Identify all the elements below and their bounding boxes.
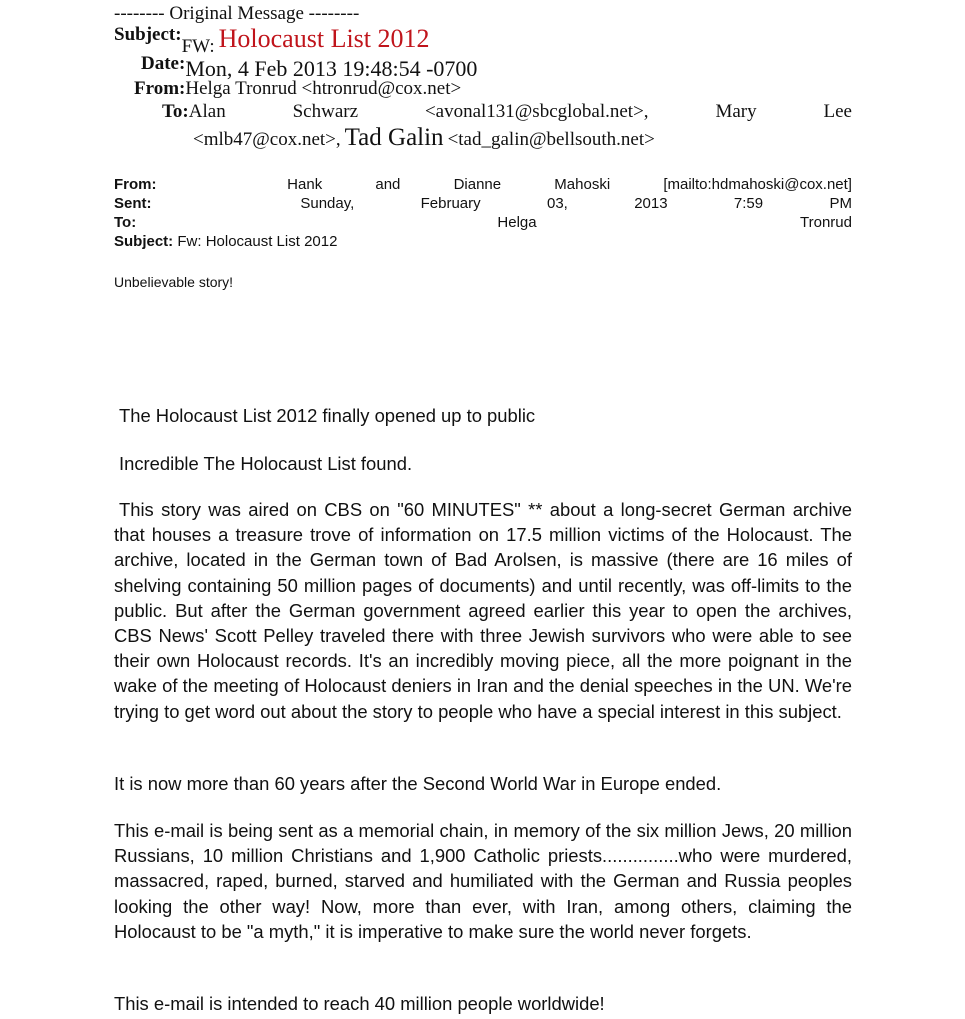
to-email-3: <tad_galin@bellsouth.net> (447, 129, 655, 150)
to-name-2b: Lee (823, 101, 852, 122)
from-label: From: (134, 78, 186, 99)
to-name-1a: Alan (188, 101, 226, 122)
fwd-from-word: Dianne (453, 176, 502, 193)
fwd-from-word: and (375, 176, 401, 193)
fwd-sent-label: Sent: (114, 195, 152, 212)
subject-prefix: FW: (181, 36, 215, 57)
fwd-subject-row (114, 233, 337, 250)
header-subject-row (114, 24, 430, 57)
to-name-3: Tad Galin (344, 124, 444, 151)
fwd-from-word: Hank (287, 176, 323, 193)
to-label: To: (162, 101, 189, 122)
header-date-row (141, 53, 477, 79)
fwd-from-email: [mailto:hdmahoski@cox.net] (663, 176, 852, 193)
fwd-sent-word: February (420, 195, 481, 212)
fwd-to-label: To: (114, 214, 137, 231)
fwd-to-row (114, 214, 852, 231)
fwd-sent-word: 03, (547, 195, 568, 212)
header-to-row (162, 101, 852, 123)
to-email-1: <avonal131@sbcglobal.net>, (424, 101, 649, 122)
body-paragraph-2: Incredible The Holocaust List found. (119, 453, 413, 474)
to-name-2a: Mary (715, 101, 757, 122)
header-from-row (134, 78, 461, 100)
fwd-from-word: Mahoski (554, 176, 611, 193)
original-message-separator: -------- Original Message -------- (114, 3, 360, 24)
subject-title: Holocaust List 2012 (218, 24, 430, 53)
fwd-subject-label: Subject: (114, 233, 174, 250)
subject-label: Subject: (114, 24, 182, 45)
fwd-subject-value: Fw: Holocaust List 2012 (177, 233, 338, 250)
body-paragraph-1: The Holocaust List 2012 finally opened up to public (119, 405, 536, 426)
date-label: Date: (141, 53, 186, 74)
fwd-from-label: From: (114, 176, 157, 193)
body-paragraph-3: This story was aired on CBS on "60 MINUTES" ** about a long-secret German archive that houses a treasure trove of information on 17.5 million victims of the Holocaust. The archive, located in the German town of Bad Arolsen, is massive (there are 16 miles of shelving containing 50 million pages of documents) and until recently, was off-limits to the public. But after the German government agreed earlier this year to open the archives, CBS News' Scott Pelley traveled there with three Jewish survivors who were able to see their own Holocaust records. It's an incredibly moving piece, all the more poignant in the wake of the meeting of Holocaust deniers in Iran and the denial speeches in the UN. We're trying to get word out about the story to people who have a special interest in this subject. (114, 499, 852, 722)
fwd-sent-word: 7:59 (733, 195, 764, 212)
to-name-1b: Schwarz (292, 101, 359, 122)
fwd-sent-row (114, 195, 852, 212)
body-paragraph-5: This e-mail is being sent as a memorial chain, in memory of the six million Jews, 20 million Russians, 10 million Christians and 1,900 Catholic priests...............who were murdered, massacred, raped, burned, starved and humiliated with the German and Russia peoples looking the other way! Now, more than ever, with Iran, among others, claiming the Holocaust to be "a myth," it is imperative to make sure the world never forgets. (114, 820, 852, 942)
date-value: Mon, 4 Feb 2013 19:48:54 -0700 (185, 56, 478, 81)
fwd-from-row (114, 176, 852, 193)
body-paragraph-6: This e-mail is intended to reach 40 million people worldwide! (114, 993, 605, 1014)
fwd-to-word: Helga (497, 214, 537, 231)
fwd-to-word: Tronrud (800, 214, 852, 231)
from-value: Helga Tronrud <htronrud@cox.net> (185, 78, 462, 99)
body-paragraph-4: It is now more than 60 years after the Second World War in Europe ended. (114, 773, 722, 794)
fwd-sent-word: 2013 (634, 195, 668, 212)
header-to-row-2 (193, 124, 655, 152)
intro-line: Unbelievable story! (114, 274, 234, 290)
fwd-sent-word: PM (829, 195, 852, 212)
fwd-sent-word: Sunday, (300, 195, 355, 212)
to-email-2: <mlb47@cox.net>, (193, 129, 341, 150)
